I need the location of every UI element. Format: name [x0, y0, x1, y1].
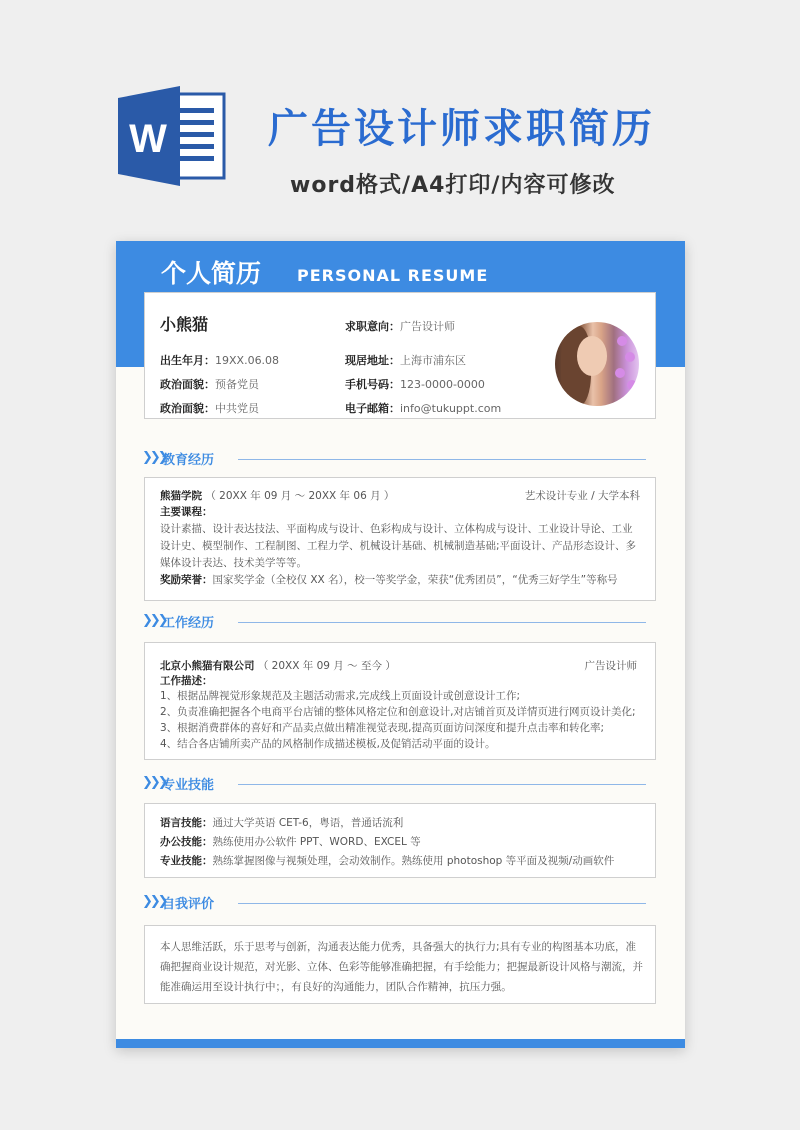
avatar	[555, 322, 639, 406]
work-item: 3、根据消费群体的喜好和产品卖点做出精准视觉表现,提高页面访问深度和提升点击率和转化率;	[160, 722, 605, 734]
work-item: 2、负责准确把握各个电商平台店铺的整体风格定位和创意设计,对店铺首页及详情页进行网页设计美化;	[160, 706, 636, 718]
education-course-line: 媒体设计表达、技术美学等等。	[160, 557, 307, 569]
skill-language: 语言技能：通过大学英语 CET-6，粤语，普通话流利	[160, 817, 404, 829]
education-school: 熊猫学院 （ 20XX 年 09 月 ～ 20XX 年 06 月 ）	[160, 490, 395, 502]
section-self-eval-heading: ❯❯❯ 自我评价	[142, 893, 656, 913]
work-item: 1、根据品牌视觉形象规范及主题活动需求,完成线上页面设计或创意设计工作;	[160, 690, 521, 702]
chevron-right-icon: ❯❯❯	[142, 775, 166, 790]
education-course-line: 设计史、模型制作、工程制图、工程力学、机械设计基础、机械制造基础;平面设计、产品形态设计、多	[160, 540, 637, 552]
info-politics-2: 政治面貌：中共党员	[160, 402, 259, 415]
education-awards: 奖励荣誉：国家奖学金（全校仅 XX 名），校一等奖学金，荣获“优秀团员”，“优秀三好学生”等称号	[160, 574, 618, 586]
self-eval-line: 能准确运用至设计执行中；，有良好的沟通能力，团队合作精神，抗压力强。	[160, 981, 512, 993]
self-eval-line: 本人思维活跃，乐于思考与创新，沟通表达能力优秀，具备强大的执行力;具有专业的构图基本功底，准	[160, 941, 637, 953]
work-position: 广告设计师	[584, 660, 637, 672]
education-box	[144, 477, 656, 601]
resume-title-en: PERSONAL RESUME	[297, 266, 489, 285]
work-item: 4、结合各店铺所卖产品的风格制作成描述模板,及促销活动平面的设计。	[160, 738, 496, 750]
chevron-right-icon: ❯❯❯	[142, 613, 166, 628]
section-education-heading: ❯❯❯ 教育经历	[142, 449, 656, 469]
word-document-icon	[118, 84, 228, 188]
work-company: 北京小熊猫有限公司 （ 20XX 年 09 月 ～ 至今 ）	[160, 660, 396, 672]
education-course-line: 设计素描、设计表达技法、平面构成与设计、色彩构成与设计、立体构成与设计、工业设计导论、工业	[160, 523, 633, 535]
education-courses-label: 主要课程：	[160, 506, 213, 518]
chevron-right-icon: ❯❯❯	[142, 450, 166, 465]
footer-band	[116, 1039, 685, 1048]
section-work-heading: ❯❯❯ 工作经历	[142, 612, 656, 632]
info-intent: 求职意向：广告设计师	[345, 320, 455, 333]
self-eval-line: 确把握商业设计规范，对光影、立体、色彩等能够准确把握，有手绘能力；把握最新设计风格与潮流，并	[160, 961, 643, 973]
svg-text:W: W	[129, 117, 167, 161]
resume-sheet	[116, 241, 685, 1048]
chevron-right-icon: ❯❯❯	[142, 894, 166, 909]
self-eval-box	[144, 925, 656, 1004]
education-major: 艺术设计专业 / 大学本科	[524, 490, 640, 502]
info-birth: 出生年月：19XX.06.08	[160, 354, 280, 367]
work-desc-label: 工作描述：	[160, 675, 213, 687]
section-skills-heading: ❯❯❯ 专业技能	[142, 774, 656, 794]
basic-info-box	[144, 292, 656, 419]
info-email: 电子邮箱：info@tukuppt.com	[345, 402, 502, 415]
skill-professional: 专业技能：熟练掌握图像与视频处理，会动效制作。熟练使用 photoshop 等平面及视频/动画软件	[160, 855, 615, 867]
page-subtitle: word格式/A4打印/内容可修改	[290, 173, 616, 198]
skills-box	[144, 803, 656, 878]
info-politics-1: 政治面貌：预备党员	[160, 378, 259, 391]
candidate-name: 小熊猫	[160, 315, 209, 334]
page-title: 广告设计师求职简历	[268, 106, 655, 152]
resume-title-cn: 个人简历	[161, 259, 262, 288]
info-address: 现居地址：上海市浦东区	[345, 354, 466, 367]
skill-office: 办公技能：熟练使用办公软件 PPT、WORD、EXCEL 等	[160, 836, 421, 848]
work-box	[144, 642, 656, 760]
info-phone: 手机号码：123-0000-0000	[345, 378, 485, 391]
